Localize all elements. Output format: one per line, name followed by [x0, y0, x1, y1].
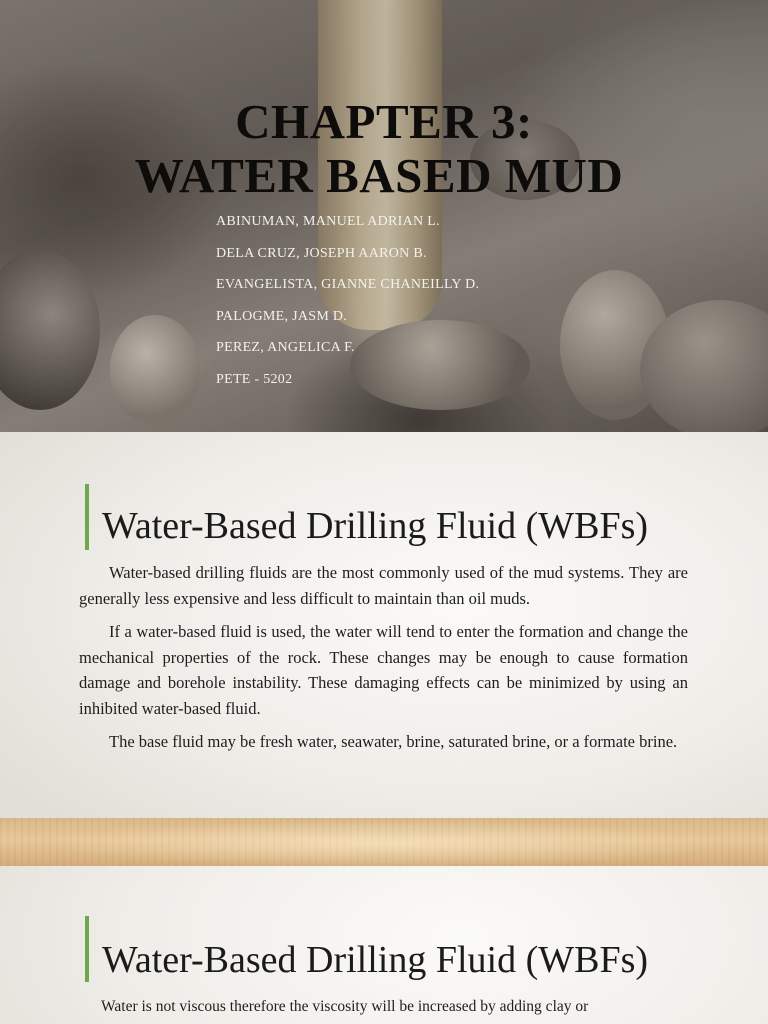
wood-separator [0, 818, 768, 866]
title-slide [0, 0, 768, 432]
section-code: PETE - 5202 [216, 371, 293, 387]
author-item: DELA CRUZ, JOSEPH AARON B. [216, 245, 427, 261]
content-slide-1 [0, 432, 768, 818]
paragraph: Water-based drilling fluids are the most commonly used of the mud systems. They are generally less expensive and less difficult to maintain than oil muds. [79, 563, 688, 608]
author-list [216, 212, 479, 401]
chapter-title-line1: CHAPTER 3: [235, 93, 533, 149]
paragraph: The base fluid may be fresh water, seawater, brine, saturated brine, or a formate brine. [109, 732, 678, 751]
slide-body [79, 560, 688, 763]
title-accent-bar [85, 484, 89, 550]
chapter-title-line2: WATER BASED MUD [134, 147, 624, 203]
paragraph: If a water-based fluid is used, the water will tend to enter the formation and change the mechanical properties of the rock. These changes may be enough to cause formation damage and borehole instability. These damaging effects can be minimized by using an inhibited water-based fluid. [79, 622, 688, 718]
slide-title: Water-Based Drilling Fluid (WBFs) [102, 505, 649, 547]
chapter-title [0, 95, 768, 203]
content-slide-2 [0, 866, 768, 1024]
author-item: PALOGME, JASM D. [216, 308, 348, 324]
title-accent-bar [85, 916, 89, 982]
author-item: ABINUMAN, MANUEL ADRIAN L. [216, 214, 440, 229]
slide-body: Water is not viscous therefore the viscosity will be increased by adding clay or [101, 998, 589, 1015]
author-item: PEREZ, ANGELICA F. [216, 340, 355, 355]
slide-title: Water-Based Drilling Fluid (WBFs) [102, 939, 649, 981]
author-item: EVANGELISTA, GIANNE CHANEILLY D. [216, 277, 480, 292]
